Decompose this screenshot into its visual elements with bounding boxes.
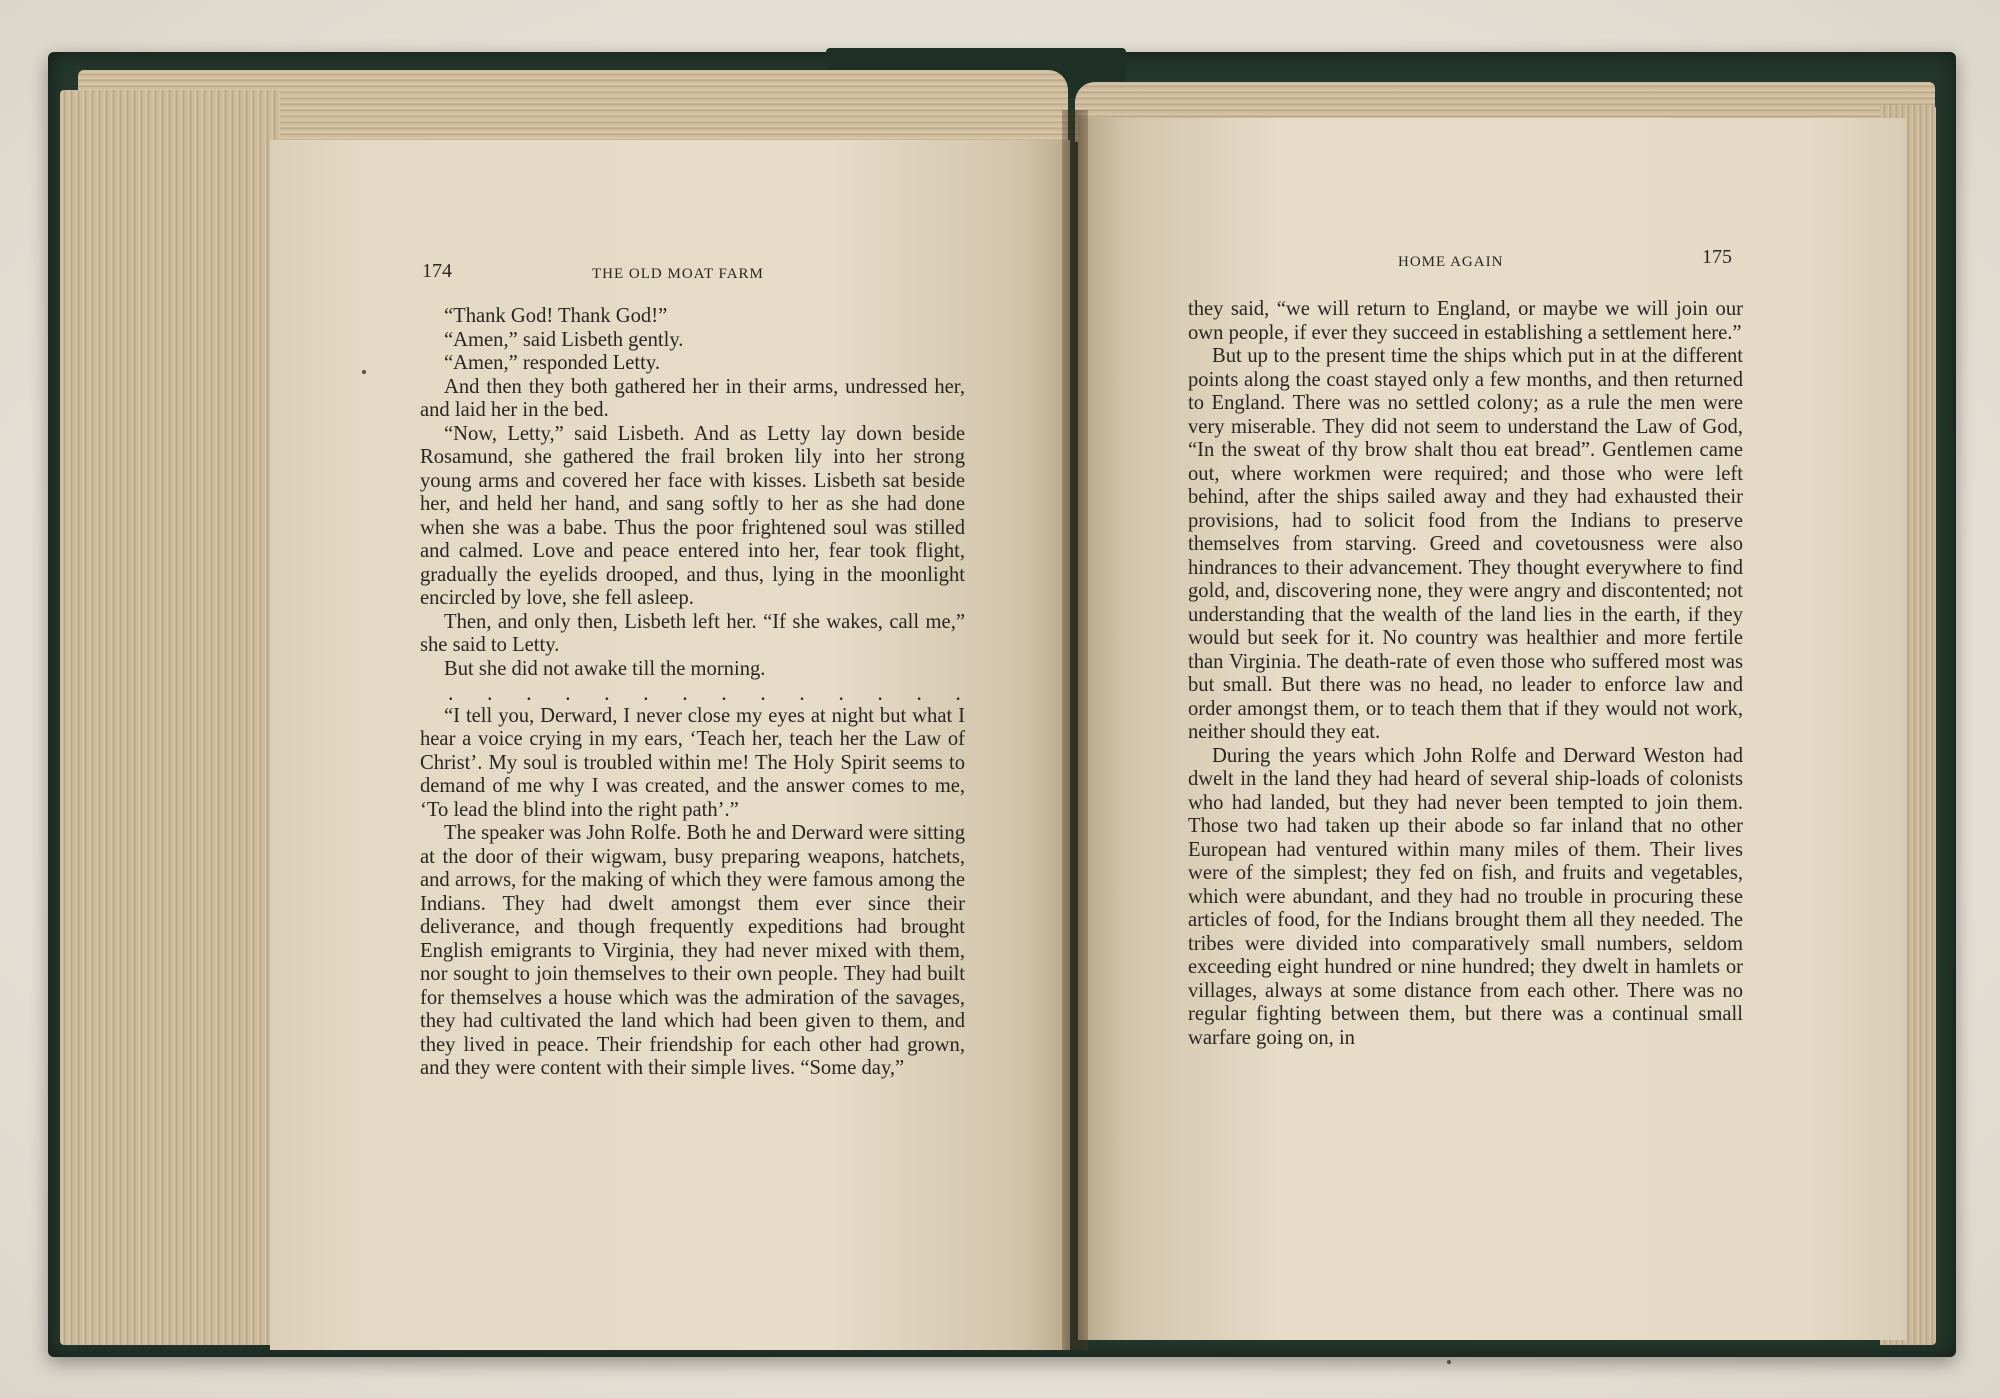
paragraph: And then they both gathered her in their arms, undressed her, and laid her in the bed. <box>420 375 965 421</box>
book-gutter <box>1062 110 1088 1350</box>
right-page-body <box>1188 298 1743 1050</box>
break-dot: . <box>721 680 727 705</box>
paragraph: they said, “we will return to England, or maybe we will join our own people, if ever they succeed in establishing a settlement here.” <box>1188 298 1743 344</box>
break-dot: . <box>643 680 649 705</box>
break-dot: . <box>877 680 883 705</box>
break-dot: . <box>760 680 766 705</box>
paragraph: Then, and only then, Lisbeth left her. “If she wakes, call me,” she said to Letty. <box>420 610 965 656</box>
right-page-number: 175 <box>1702 246 1732 268</box>
right-page <box>1078 118 1906 1340</box>
left-running-head: THE OLD MOAT FARM <box>592 266 764 282</box>
break-dot: . <box>916 680 922 705</box>
left-page-body <box>420 305 965 1081</box>
break-dot: . <box>682 680 688 705</box>
break-dot: . <box>955 680 961 705</box>
paragraph: “Amen,” responded Letty. <box>444 352 660 374</box>
paragraph: But she did not awake till the morning. <box>444 657 766 680</box>
paragraph: “Thank God! Thank God!” <box>444 305 668 327</box>
paragraph: “I tell you, Derward, I never close my eyes at night but what I hear a voice crying in my ears, ‘Teach her, teach her the Law of Christ’. My soul is troubled within me! The Holy Spirit seems to demand of me why I was created, and the answer comes to me, ‘To lead the blind into the right path’.” <box>420 704 965 821</box>
break-dot: . <box>448 680 454 705</box>
paragraph: The speaker was John Rolfe. Both he and Derward were sitting at the door of their wigwam, busy preparing weapons, hatchets, and arrows, for the making of which they were famous among the Indians. They had dwelt amongst them ever since their deliverance, and though frequently expeditions had brought English emigrants to Virginia, they had never mixed with them, nor sought to join themselves to their own people. They had built for themselves a house which was the admiration of the savages, they had cultivated the land which had been given to them, and they lived in peace. Their friendship for each other had grown, and they were content with their simple lives. “Some day,” <box>420 822 965 1079</box>
page-edges-left <box>60 90 280 1345</box>
break-dot: . <box>838 680 844 705</box>
left-page <box>270 140 1070 1350</box>
break-dot: . <box>799 680 805 705</box>
break-dot: . <box>526 680 532 705</box>
paper-speck <box>1447 1360 1451 1364</box>
right-running-head: HOME AGAIN <box>1398 254 1504 270</box>
paper-speck <box>362 370 366 374</box>
paragraph: But up to the present time the ships which put in at the different points along the coast stayed only a few months, and then returned to England. There was no settled colony; as a rule the men were very miserable. They did not seem to understand the Law of God, “In the sweat of thy brow shalt thou eat bread”. Gentlemen came out, where workmen were required; and those who were left behind, after the ships sailed away and they had exhausted their provisions, had to solicit food from the Indians to preserve themselves from starving. Greed and covetousness were also hindrances to their advancement. They thought everywhere to find gold, and, discovering none, they were angry and discontented; not understanding that the wealth of the land lies in the earth, if they would but seek for it. No country was healthier and more fertile than Virginia. The death-rate of even those who suffered most was but small. But there was no head, no leader to enforce law and order amongst them, or to teach them that if they would not work, neither should they eat. <box>1188 345 1743 743</box>
break-dot: . <box>565 680 571 705</box>
section-break <box>420 681 965 705</box>
paragraph: “Now, Letty,” said Lisbeth. And as Letty lay down beside Rosamund, she gathered the frail broken lily into her strong young arms and covered her face with kisses. Lisbeth sat beside her, and held her hand, and sang softly to her as she had done when she was a babe. Thus the poor frightened soul was stilled and calmed. Love and peace entered into her, fear took flight, gradually the eyelids drooped, and thus, lying in the moonlight encircled by love, she fell asleep. <box>420 422 965 609</box>
break-dot: . <box>487 680 493 705</box>
paragraph: “Amen,” said Lisbeth gently. <box>444 328 684 351</box>
break-dot: . <box>604 680 610 705</box>
left-page-number: 174 <box>422 260 452 282</box>
paragraph: During the years which John Rolfe and Derward Weston had dwelt in the land they had heard of several ship-loads of colonists who had landed, but they had never been tempted to join them. Those two had taken up their abode so far inland that no other European had ventured within many miles of them. Their lives were of the simplest; they fed on fish, and fruits and vegetables, which were abundant, and they had no trouble in procuring these articles of food, for the Indians brought them all they needed. The tribes were divided into comparatively small numbers, seldom exceeding eight hundred or nine hundred; they dwelt in hamlets or villages, always at some distance from each other. There was no regular fighting between them, but there was a continual small warfare going on, in <box>1188 744 1743 1049</box>
